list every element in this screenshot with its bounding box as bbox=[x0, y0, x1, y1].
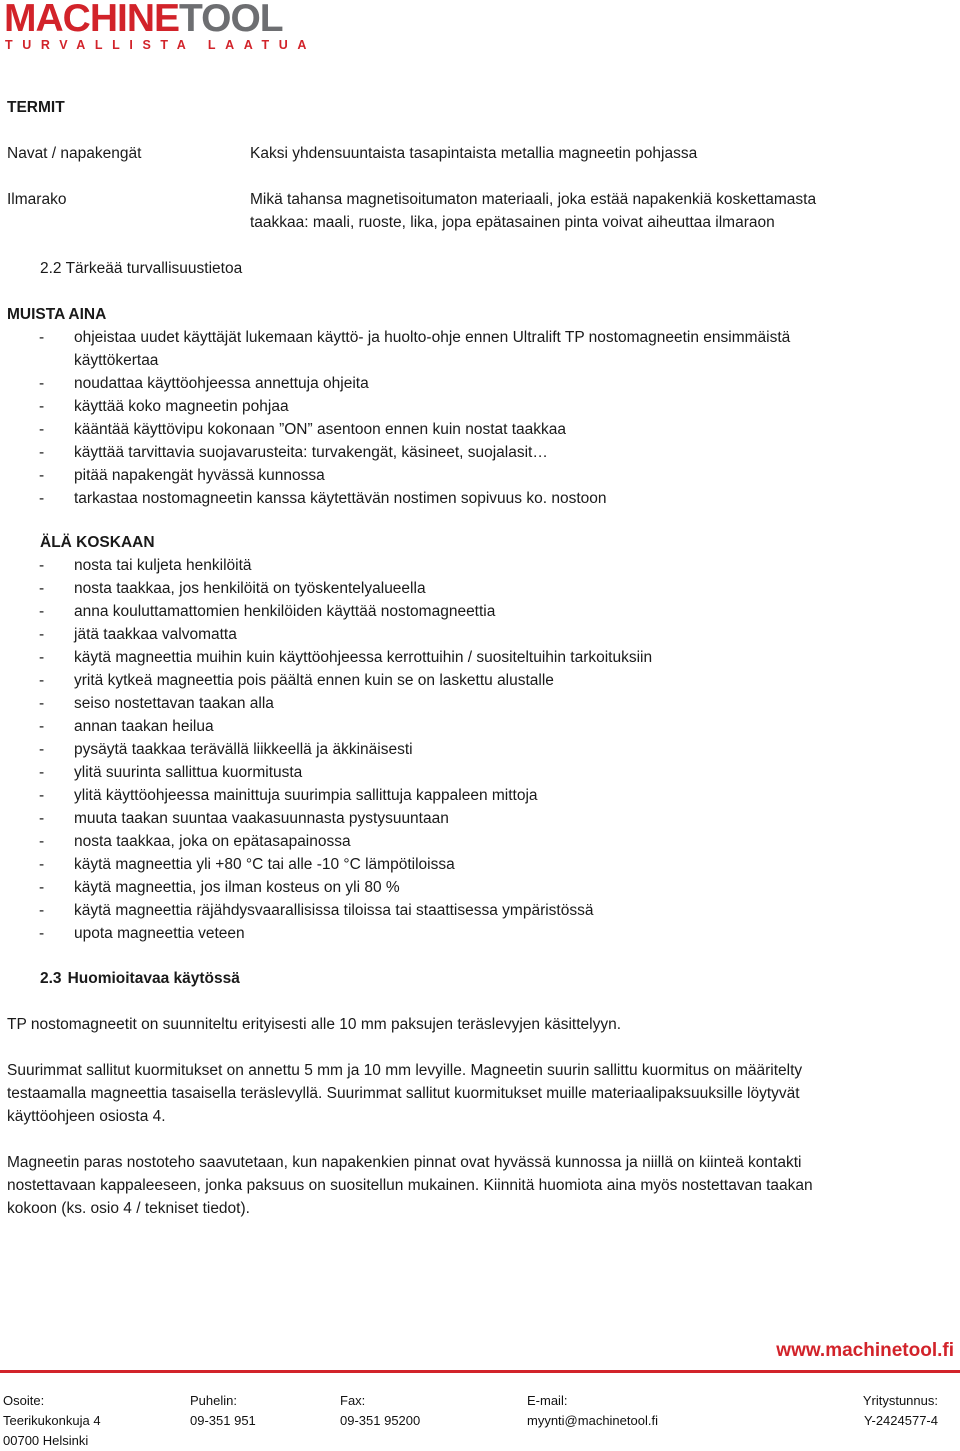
footer-company-id: Yritystunnus: Y-2424577-4 bbox=[862, 1393, 938, 1428]
section-2-3-heading: 2.3 Huomioitavaa käytössä bbox=[40, 970, 240, 987]
list-item: - noudattaa käyttöohjeessa annettuja ohjeita bbox=[39, 375, 369, 392]
list-item: - pitää napakengät hyvässä kunnossa bbox=[39, 467, 325, 484]
list-item: - käyttää tarvittavia suojavarusteita: turvakengät, käsineet, suojalasit… bbox=[39, 444, 548, 461]
list-item: - ohjeistaa uudet käyttäjät lukemaan käyttö- ja huolto-ohje ennen Ultralift TP nostomagneetin ensimmäistä käyttökertaa bbox=[39, 329, 791, 369]
definition-line: Mikä tahansa magnetisoitumaton materiaali, joka estää napakenkiä koskettamasta bbox=[250, 191, 817, 208]
list-item: - ylitä suurinta sallittua kuormitusta bbox=[39, 764, 303, 781]
section-2-2-heading: 2.2 Tärkeää turvallisuustietoa bbox=[40, 260, 243, 277]
term-definition-ilmarako bbox=[250, 188, 816, 234]
ala-koskaan-list bbox=[7, 554, 652, 945]
term-definition-navat: Kaksi yhdensuuntaista tasapintaista metallia magneetin pohjassa bbox=[250, 145, 698, 162]
list-item: - nosta tai kuljeta henkilöitä bbox=[39, 557, 252, 574]
termit-heading: TERMIT bbox=[7, 99, 65, 116]
company-logo bbox=[4, 0, 316, 52]
paragraph: Magneetin paras nostoteho saavutetaan, kun napakenkien pinnat ovat hyvässä kunnossa ja niillä on kiinteä kontakti nostettavaan kappaleeseen, jonka paksuus on suositellun mukainen. Kiinnitä huomiota aina myös nostettavan taakan kokoon (ks. osio 4 / tekniset tiedot). bbox=[7, 1154, 813, 1217]
list-item: - ylitä käyttöohjeessa mainittuja suurimpia sallittuja kappaleen mittoja bbox=[39, 787, 538, 804]
list-item: - pysäytä taakkaa terävällä liikkeellä ja äkkinäisesti bbox=[39, 741, 413, 758]
list-item: - nosta taakkaa, jos henkilöitä on työskentelyalueella bbox=[39, 580, 426, 597]
muista-aina-list bbox=[7, 326, 790, 510]
footer-phone: Puhelin: 09-351 951 bbox=[190, 1393, 256, 1428]
list-item: - tarkastaa nostomagneetin kanssa käytettävän nostimen sopivuus ko. nostoon bbox=[39, 490, 607, 507]
logo-wordmark: MACHINETOOL bbox=[4, 0, 283, 40]
term-label-ilmarako: Ilmarako bbox=[7, 191, 67, 208]
footer-email: E-mail: myynti@machinetool.fi bbox=[527, 1391, 658, 1431]
definition-line: taakkaa: maali, ruoste, lika, jopa epätasainen pinta voivat aiheuttaa ilmaraon bbox=[250, 214, 775, 231]
logo-tagline: TURVALLISTA LAATUA bbox=[5, 38, 316, 52]
list-item: - anna kouluttamattomien henkilöiden käyttää nostomagneettia bbox=[39, 603, 496, 620]
list-item: - käytä magneettia yli +80 °C tai alle -10 °C lämpötiloissa bbox=[39, 856, 455, 873]
list-item: - käytä magneettia, jos ilman kosteus on yli 80 % bbox=[39, 879, 400, 896]
list-item: - seiso nostettavan taakan alla bbox=[39, 695, 274, 712]
footer-divider bbox=[0, 1370, 960, 1373]
list-item: - jätä taakkaa valvomatta bbox=[39, 626, 237, 643]
footer-address: Osoite: Teerikukonkuja 4 00700 Helsinki bbox=[3, 1393, 101, 1448]
list-item: - annan taakan heilua bbox=[39, 718, 214, 735]
footer-fax: Fax: 09-351 95200 bbox=[340, 1393, 421, 1428]
list-item: - nosta taakkaa, joka on epätasapainossa bbox=[39, 833, 351, 850]
term-label-navat: Navat / napakengät bbox=[7, 145, 142, 162]
list-item: - kääntää käyttövipu kokonaan ”ON” asentoon ennen kuin nostat taakkaa bbox=[39, 421, 567, 438]
list-item: - käyttää koko magneetin pohjaa bbox=[39, 398, 289, 415]
paragraph: TP nostomagneetit on suunniteltu erityisesti alle 10 mm paksujen teräslevyjen käsittelyyn. bbox=[7, 1016, 621, 1033]
list-item: - yritä kytkeä magneettia pois päältä ennen kuin se on laskettu alustalle bbox=[39, 672, 554, 689]
list-item: - upota magneettia veteen bbox=[39, 925, 245, 942]
email-link[interactable]: myynti@machinetool.fi bbox=[527, 1413, 658, 1428]
paragraph: Suurimmat sallitut kuormitukset on annettu 5 mm ja 10 mm levyille. Magneetin suurin sallittu kuormitus on määritelty testaamalla magneettia tasaisella teräslevyllä. Suurimmat sallitut kuormitukset muille materiaalipaksuuksille löytyvät käyttöohjeen osiosta 4. bbox=[7, 1062, 803, 1125]
list-item: - käytä magneettia muihin kuin käyttöohjeessa kerrottuihin / suositeltuihin tarkoituksiin bbox=[39, 649, 653, 666]
list-item: - muuta taakan suuntaa vaakasuunnasta pystysuuntaan bbox=[39, 810, 449, 827]
muista-aina-heading: MUISTA AINA bbox=[7, 306, 107, 323]
ala-koskaan-heading: ÄLÄ KOSKAAN bbox=[40, 534, 155, 551]
list-item: - käytä magneettia räjähdysvaarallisissa tiloissa tai staattisessa ympäristössä bbox=[39, 902, 594, 919]
website-link[interactable]: www.machinetool.fi bbox=[776, 1340, 954, 1361]
